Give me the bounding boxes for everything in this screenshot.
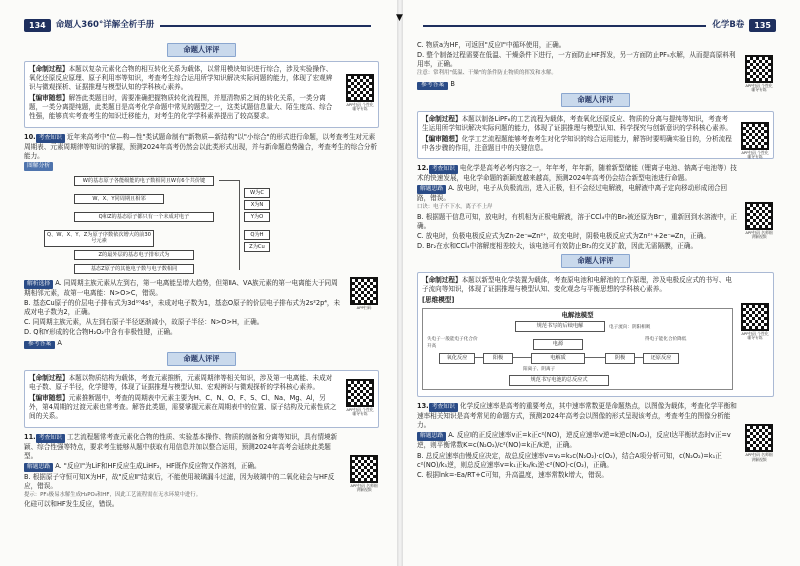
- review-box-3: [417, 111, 774, 159]
- question-12: 12. 考查知识 电化学是高考必考内容之一，年年考，年年新，随着新型储能（锂离子电池、钠离子电池等）技术的快速发展，电化学命题的新颖度越来越高，预测2024年高考仍会结合新型电池进行命题。 解题思路 A. 放电时，电子从负极流出，进入正极，但不会经过电解液，电解液中离子定向移动形成闭合回路，错误。 口诀：电子不下水，离子不上岸 B. 根据题干信息可知，放电时，有机相为正极电解液，溶于CCl₄中的Br₂被还原为Br⁻，重新回到水溶液中，正确。 C. 放电时，负极电极反应式为Zn-2e⁻═Zn²⁺，故充电时，阴极电极反应式为Zn²⁺+2e⁻═Zn，正确。 D. Br₂在水和CCl₄中溶解度相差较大，该电池可有效防止Br₂的交叉扩散，因此无需隔膜，正确。 APP扫码 名师细讲解视频: [417, 164, 773, 250]
- diagram-label: 图解分析: [24, 162, 53, 171]
- qr-code-icon: [745, 424, 773, 452]
- qr-code[interactable]: APP扫码 个性化辅导专练: [345, 379, 375, 417]
- review-paragraph: 【编审随想】解答此类题目时，需要准确把握物质转化流程图，并厘清物质之间的转化关系，一类分离题，一类分离提纯题，此类题目是高考化学命题中常见的题型之一，这类试题信息量大、陌生度高、综合性强，能够真实考查考生的知识迁移能力，对考生的化学学科素养提出了较高要求。: [29, 94, 333, 121]
- page-marker-icon: ▼: [396, 13, 403, 23]
- right-body: [417, 40, 774, 558]
- question-13: 13. 考查知识 化学反应速率是高考的重要考点，其中速率常数更是命题热点，以图像为载体，考查化学平衡和速率相关知识是高考常见的命题方式，预测2024年高考会以图像的形式呈现该考点，考查考生的图像分析能力。 解题思路 A. 反应Ⅰ的正反应速率v正=k正c²(NO)，逆反应速率v逆=k逆c(N₂O₂)，反应Ⅰ达平衡状态时v正=v逆，则平衡常数K=c(N₂O₂)/c²(NO)=k正/k逆，正确。 B. 总反应速率由慢反应决定，故总反应速率v=v₂=k₂c(N₂O₂)·c(O₂)，结合A项分析可知，c(N₂O₂)=k₁正c²(NO)/k₁逆，则总反应速率v=k₁正k₂/k₁逆·c²(NO)·c(O₂)，正确。 C. 根据lnk=-Ea/RT+C可知，升高温度，速率常数k增大，错误。 APP扫码 名师细讲解视频: [417, 402, 773, 479]
- qr-code-icon: [350, 455, 378, 483]
- qr-code[interactable]: APP扫码 名师细讲解视频: [349, 455, 379, 493]
- qr-code[interactable]: APP扫码 名师细讲解视频: [744, 202, 774, 240]
- model-box: 电解质: [531, 353, 585, 364]
- model-box: 氧化反应: [439, 353, 475, 364]
- qr-code-icon: [745, 55, 773, 83]
- diagram-result: Y为O: [244, 212, 270, 223]
- qr-code-icon: [350, 277, 378, 305]
- review-title: 命题人评评: [417, 93, 774, 107]
- left-page-number: 134: [24, 19, 51, 32]
- element-inference-diagram: [44, 174, 304, 276]
- header-rule: [160, 25, 371, 27]
- answer-line: 参考答案 B: [417, 80, 738, 90]
- right-page-number: 135: [749, 19, 776, 32]
- review-paragraph: [思维模型]: [422, 296, 455, 305]
- answer-line: 参考答案 A: [24, 339, 379, 349]
- model-box: 规范书写的后续电解: [515, 321, 605, 332]
- model-box: 规范书写电池的总反应式: [509, 375, 609, 386]
- review-paragraph: 【命制过程】本题以新型电化学装置为载体，考查原电池和电解池的工作原理，涉及电极反应式的书写、电子流向等知识，体现了证据推理与模型认知、变化观念与平衡思想的学科核心素养。: [422, 275, 732, 294]
- review-box-1: [24, 61, 379, 128]
- right-page: [403, 0, 800, 566]
- qr-code[interactable]: APP扫码 个性化辅导专练: [740, 122, 770, 160]
- review-paragraph: 【命制过程】本题以制备LiPF₆的工艺流程为载体，考查氧化还原反应、物质的分离与提纯等知识，考查考生运用所学知识解决实际问题的能力，体现了证据推理与模型认知、科学探究与创新意识的学科核心素养。: [422, 114, 732, 132]
- left-header: [24, 18, 377, 33]
- qr-code[interactable]: APP扫码 个性化辅导专练: [345, 74, 375, 112]
- diagram-result: W为C: [244, 188, 270, 199]
- model-box: 阴极: [605, 353, 635, 364]
- diagram-box: Q和Z的基态原子都只有一个未成对电子: [74, 212, 214, 223]
- left-body: [24, 40, 379, 558]
- qr-code[interactable]: APP扫码: [349, 277, 379, 310]
- diagram-result: Q为H: [244, 230, 270, 241]
- diagram-box: W、X、Y同周期且相邻: [74, 194, 164, 205]
- book-title: 命题人360°详解全析手册: [55, 19, 155, 30]
- diagram-box: W的基态原子各能级能的电子数相同且W有6个共价键: [74, 176, 214, 187]
- review-paragraph: 【编审随想】化学工艺流程题能够考查考生对化学知识的综合运用能力，解答时要明确实验目的，分析流程中各步骤的作用，注意题目中的关键信息。: [422, 134, 732, 152]
- model-box: 阳极: [483, 353, 513, 364]
- qr-code-icon: [741, 122, 769, 150]
- right-header: [417, 18, 776, 33]
- question-11: 11. 考查知识 工艺流程题常考查元素化合物的性质、实验基本操作、物质的制备和分离等知识，具有情境新颖、综合性强等特点，要求考生能够从题中获取有用信息并加以整合运用，预测2024年高考会延续此类题型。 解题思路 A. "反应Ⅰ"为LiF和HF反应生成LiHF₂，HF既作反应物又作溶剂，正确。 B. 根据原子守恒可知X为HF，故"反应Ⅱ"结束后，不能使用玻璃漏斗过滤，因为玻璃中的二氧化硅会与HF反应，错误。 提示：PF₅极易水解生成H₃PO₄和HF，因此工艺流程需在无水环境中进行。 化硅可以和HF发生反应，错误。 APP扫码 名师细讲解视频: [24, 432, 378, 509]
- diagram-box: Z的最外层的基态电子排布式为: [74, 250, 194, 261]
- electrolysis-model-diagram: 电解池模型 规范书写的后续电解 电源 阳极 阴极 电解质 氧化反应 还原反应 阳离子、阴离子 规范书写电池的总反应式 失电子一般能电子化合价升高 得电子能化合价降低 电子流向：阴阳相吸: [422, 308, 733, 390]
- qr-code[interactable]: APP扫码 个性化辅导专练: [740, 303, 770, 341]
- diagram-box: 基态Z原子的其他电子数与电子数相同: [74, 264, 194, 275]
- review-title: 命题人评评: [24, 43, 379, 57]
- qr-code-icon: [346, 379, 374, 407]
- model-box: 还原反应: [643, 353, 679, 364]
- review-title: 命题人评评: [24, 352, 379, 366]
- qr-code-icon: [745, 202, 773, 230]
- review-paragraph: 【编审随想】元素推断题中，考查的周期表中元素主要为H、C、N、O、F、S、Cl、Na、Mg、Al，另外，第4周期的过渡元素也常考查。解答此类题，需要掌握元素在周期表中的位置、原子结构及元素性质之间的关系。: [29, 394, 337, 421]
- qr-code-icon: [346, 74, 374, 102]
- qr-code[interactable]: APP扫码 个性化辅导专练: [744, 55, 774, 93]
- qr-code[interactable]: APP扫码 名师细讲解视频: [744, 424, 774, 462]
- review-box-2: [24, 370, 379, 427]
- question-11-continued: C. 物质a为HF，可返回"反应Ⅰ"中循环使用，正确。 D. 整个制备过程需要在低温、干燥条件下进行，一方面防止HF挥发，另一方面防止PF₅水解，从而提高原料利用率，正确。 注意：常利用"低温、干燥"的条件防止物质的挥发和水解。 参考答案 B APP扫码 个性化辅导专练: [417, 41, 773, 93]
- question-10: 10. 考查知识 近年来高考中"位—构—性"类试题命制有"新物质—新结构"以"小综合"的形式进行命题，以考查考生对元素周期表、元素周期律等知识的掌握，预测2024年高考仍然会以此类形式出现，并与新命题趋势融合，考查考生的综合分析能力。 图解分析 W的基态原子各能级能的电子数相同且W有6个共价键 W、X、Y同周期且相邻 Q和Z的基态原子都只有一个未成对电子 Q、W、X、Y、Z为原子序数依次增大的前30号元素 Z的最外层的基态电子排布式为 基态Z原子的其他电子数与电子数相同 W为C X为N Y为O Q为H Z为Cu 解析选择 A. 同周期主族元素从左到右，第一电离能呈增大趋势，但第ⅡA、ⅤA族元素的第一电离能大于同周期相邻元素，故第一电离能：N>O>C，错误。 B. 基态Cu原子的价层电子排布式为3d¹⁰4s¹，未成对电子数为1，基态O原子的价层电子排布式为2s²2p⁴，未成对电子数为2，正确。 C. 同周期主族元素，从左到右原子半径逐渐减小，故原子半径：N>O>H，正确。 D. Q和Y形成的化合物H₂O₂中含有非极性键，正确。 APP扫码 参考答案 A: [24, 132, 378, 348]
- review-title: 命题人评评: [417, 254, 774, 268]
- model-box: 电源: [533, 339, 583, 350]
- diagram-result: X为N: [244, 200, 270, 211]
- left-page: [0, 0, 397, 566]
- qr-code-icon: [741, 303, 769, 331]
- header-rule: [423, 25, 706, 27]
- diagram-box: Q、W、X、Y、Z为原子序数依次增大的前30号元素: [44, 230, 154, 247]
- volume-title: 化学B卷: [712, 19, 745, 30]
- review-paragraph: 【命制过程】本题以复杂元素化合物的相互转化关系为载体，以常用模块知识进行综合，涉及实验操作、氧化还原反应原理、原子利用率等知识，考查考生综合运用所学知识解决实际问题的能力，体现了宏观辨识与微观探析、证据推理与模型认知的学科核心素养。: [29, 64, 333, 92]
- diagram-result: Z为Cu: [244, 242, 270, 253]
- review-paragraph: 【命制过程】本题以物质结构为载体，考查元素推断，元素周期律等相关知识，涉及第一电离能、未成对电子数、原子半径，化学键等，体现了证据推理与模型认知、宏观辨识与微观探析的学科核心素养。: [29, 374, 333, 392]
- review-box-4: [417, 272, 774, 397]
